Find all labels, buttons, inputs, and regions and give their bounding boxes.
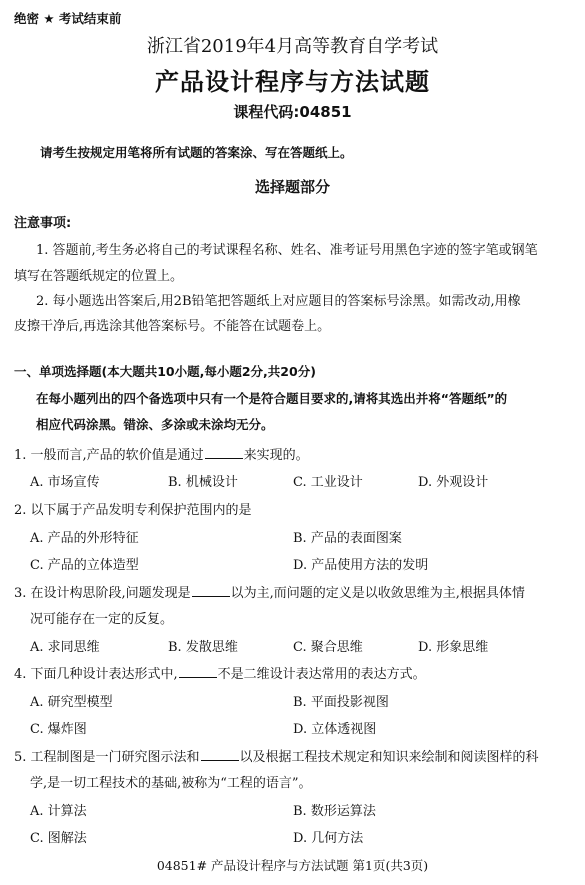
question-2-option-d: D. 产品使用方法的发明 (293, 558, 429, 573)
question-2-option-c: C. 产品的立体造型 (30, 558, 139, 573)
question-1-option-b: B. 机械设计 (168, 475, 238, 490)
question-5-text-pre: 5. 工程制图是一门研究图示法和 (14, 750, 200, 765)
question-3-option-d: D. 形象思维 (418, 640, 489, 655)
note-item-2-line-2: 皮擦干净后,再选涂其他答案标号。不能答在试题卷上。 (14, 319, 331, 334)
question-2-stem: 2. 以下属于产品发明专利保护范围内的是 (14, 503, 252, 518)
secret-mark: 绝密 ★ 考试结束前 (14, 11, 122, 26)
part1-desc-line-1: 在每小题列出的四个备选项中只有一个是符合题目要求的,请将其选出并将“答题纸”的 (36, 391, 508, 406)
answer-blank (205, 447, 243, 459)
answer-blank (192, 585, 230, 597)
note-item-1-line-2: 填写在答题纸规定的位置上。 (14, 269, 184, 284)
question-2-option-a: A. 产品的外形特征 (30, 531, 139, 546)
section-heading: 选择题部分 (254, 178, 330, 196)
question-5-text-post: 以及根据工程技术规定和知识来绘制和阅读图样的科 (239, 750, 539, 765)
question-1-option-c: C. 工业设计 (293, 475, 363, 490)
question-3-option-c: C. 聚合思维 (293, 640, 363, 655)
question-1-option-a: A. 市场宣传 (30, 475, 100, 490)
course-code: 课程代码:04851 (233, 103, 352, 121)
question-3-option-a: A. 求同思维 (30, 640, 100, 655)
part1-desc-line-2: 相应代码涂黑。错涂、多涂或未涂均无分。 (36, 417, 274, 432)
answer-blank (201, 749, 239, 761)
question-4-option-b: B. 平面投影视图 (293, 695, 389, 710)
question-4-text-post: 不是二维设计表达常用的表达方式。 (217, 667, 426, 682)
question-3-stem-line-1 (14, 582, 525, 601)
part1-heading: 一、单项选择题(本大题共10小题,每小题2分,共20分) (14, 364, 316, 379)
question-1-option-d: D. 外观设计 (418, 475, 489, 490)
question-4-text-pre: 4. 下面几种设计表达形式中, (14, 667, 178, 682)
question-4-option-a: A. 研究型模型 (30, 695, 113, 710)
question-1-text-pre: 1. 一般而言,产品的软价值是通过 (14, 448, 204, 463)
question-1-text-post: 来实现的。 (243, 448, 309, 463)
paper-title: 产品设计程序与方法试题 (155, 67, 430, 96)
question-5-option-d: D. 几何方法 (293, 831, 364, 846)
question-5-stem-line-1 (14, 746, 539, 765)
question-5-option-a: A. 计算法 (30, 804, 87, 819)
note-item-2-line-1: 2. 每小题选出答案后,用2B铅笔把答题纸上对应题目的答案标号涂黑。如需改动,用橡 (36, 294, 521, 309)
question-5-option-c: C. 图解法 (30, 831, 87, 846)
question-1-stem (14, 444, 309, 463)
page-footer: 04851# 产品设计程序与方法试题 第1页(共3页) (156, 858, 429, 873)
notes-title: 注意事项: (14, 216, 72, 231)
note-item-1-line-1: 1. 答题前,考生务必将自己的考试课程名称、姓名、准考证号用黑色字迹的签字笔或钢笔 (36, 243, 538, 258)
question-3-stem-line-2: 况可能存在一定的反复。 (30, 612, 174, 627)
question-4-stem (14, 663, 426, 682)
question-4-option-c: C. 爆炸图 (30, 722, 87, 737)
question-5-option-b: B. 数形运算法 (293, 804, 376, 819)
answer-blank (179, 666, 217, 678)
question-2-option-b: B. 产品的表面图案 (293, 531, 402, 546)
answer-instruction: 请考生按规定用笔将所有试题的答案涂、写在答题纸上。 (40, 145, 353, 160)
question-3-text-pre: 3. 在设计构思阶段,问题发现是 (14, 586, 191, 601)
exam-title: 浙江省2019年4月高等教育自学考试 (146, 36, 439, 57)
question-3-text-post: 以为主,而问题的定义是以收敛思维为主,根据具体情 (230, 586, 525, 601)
question-3-option-b: B. 发散思维 (168, 640, 238, 655)
question-5-stem-line-2: 学,是一切工程技术的基础,被称为“工程的语言”。 (30, 776, 312, 791)
question-4-option-d: D. 立体透视图 (293, 722, 377, 737)
